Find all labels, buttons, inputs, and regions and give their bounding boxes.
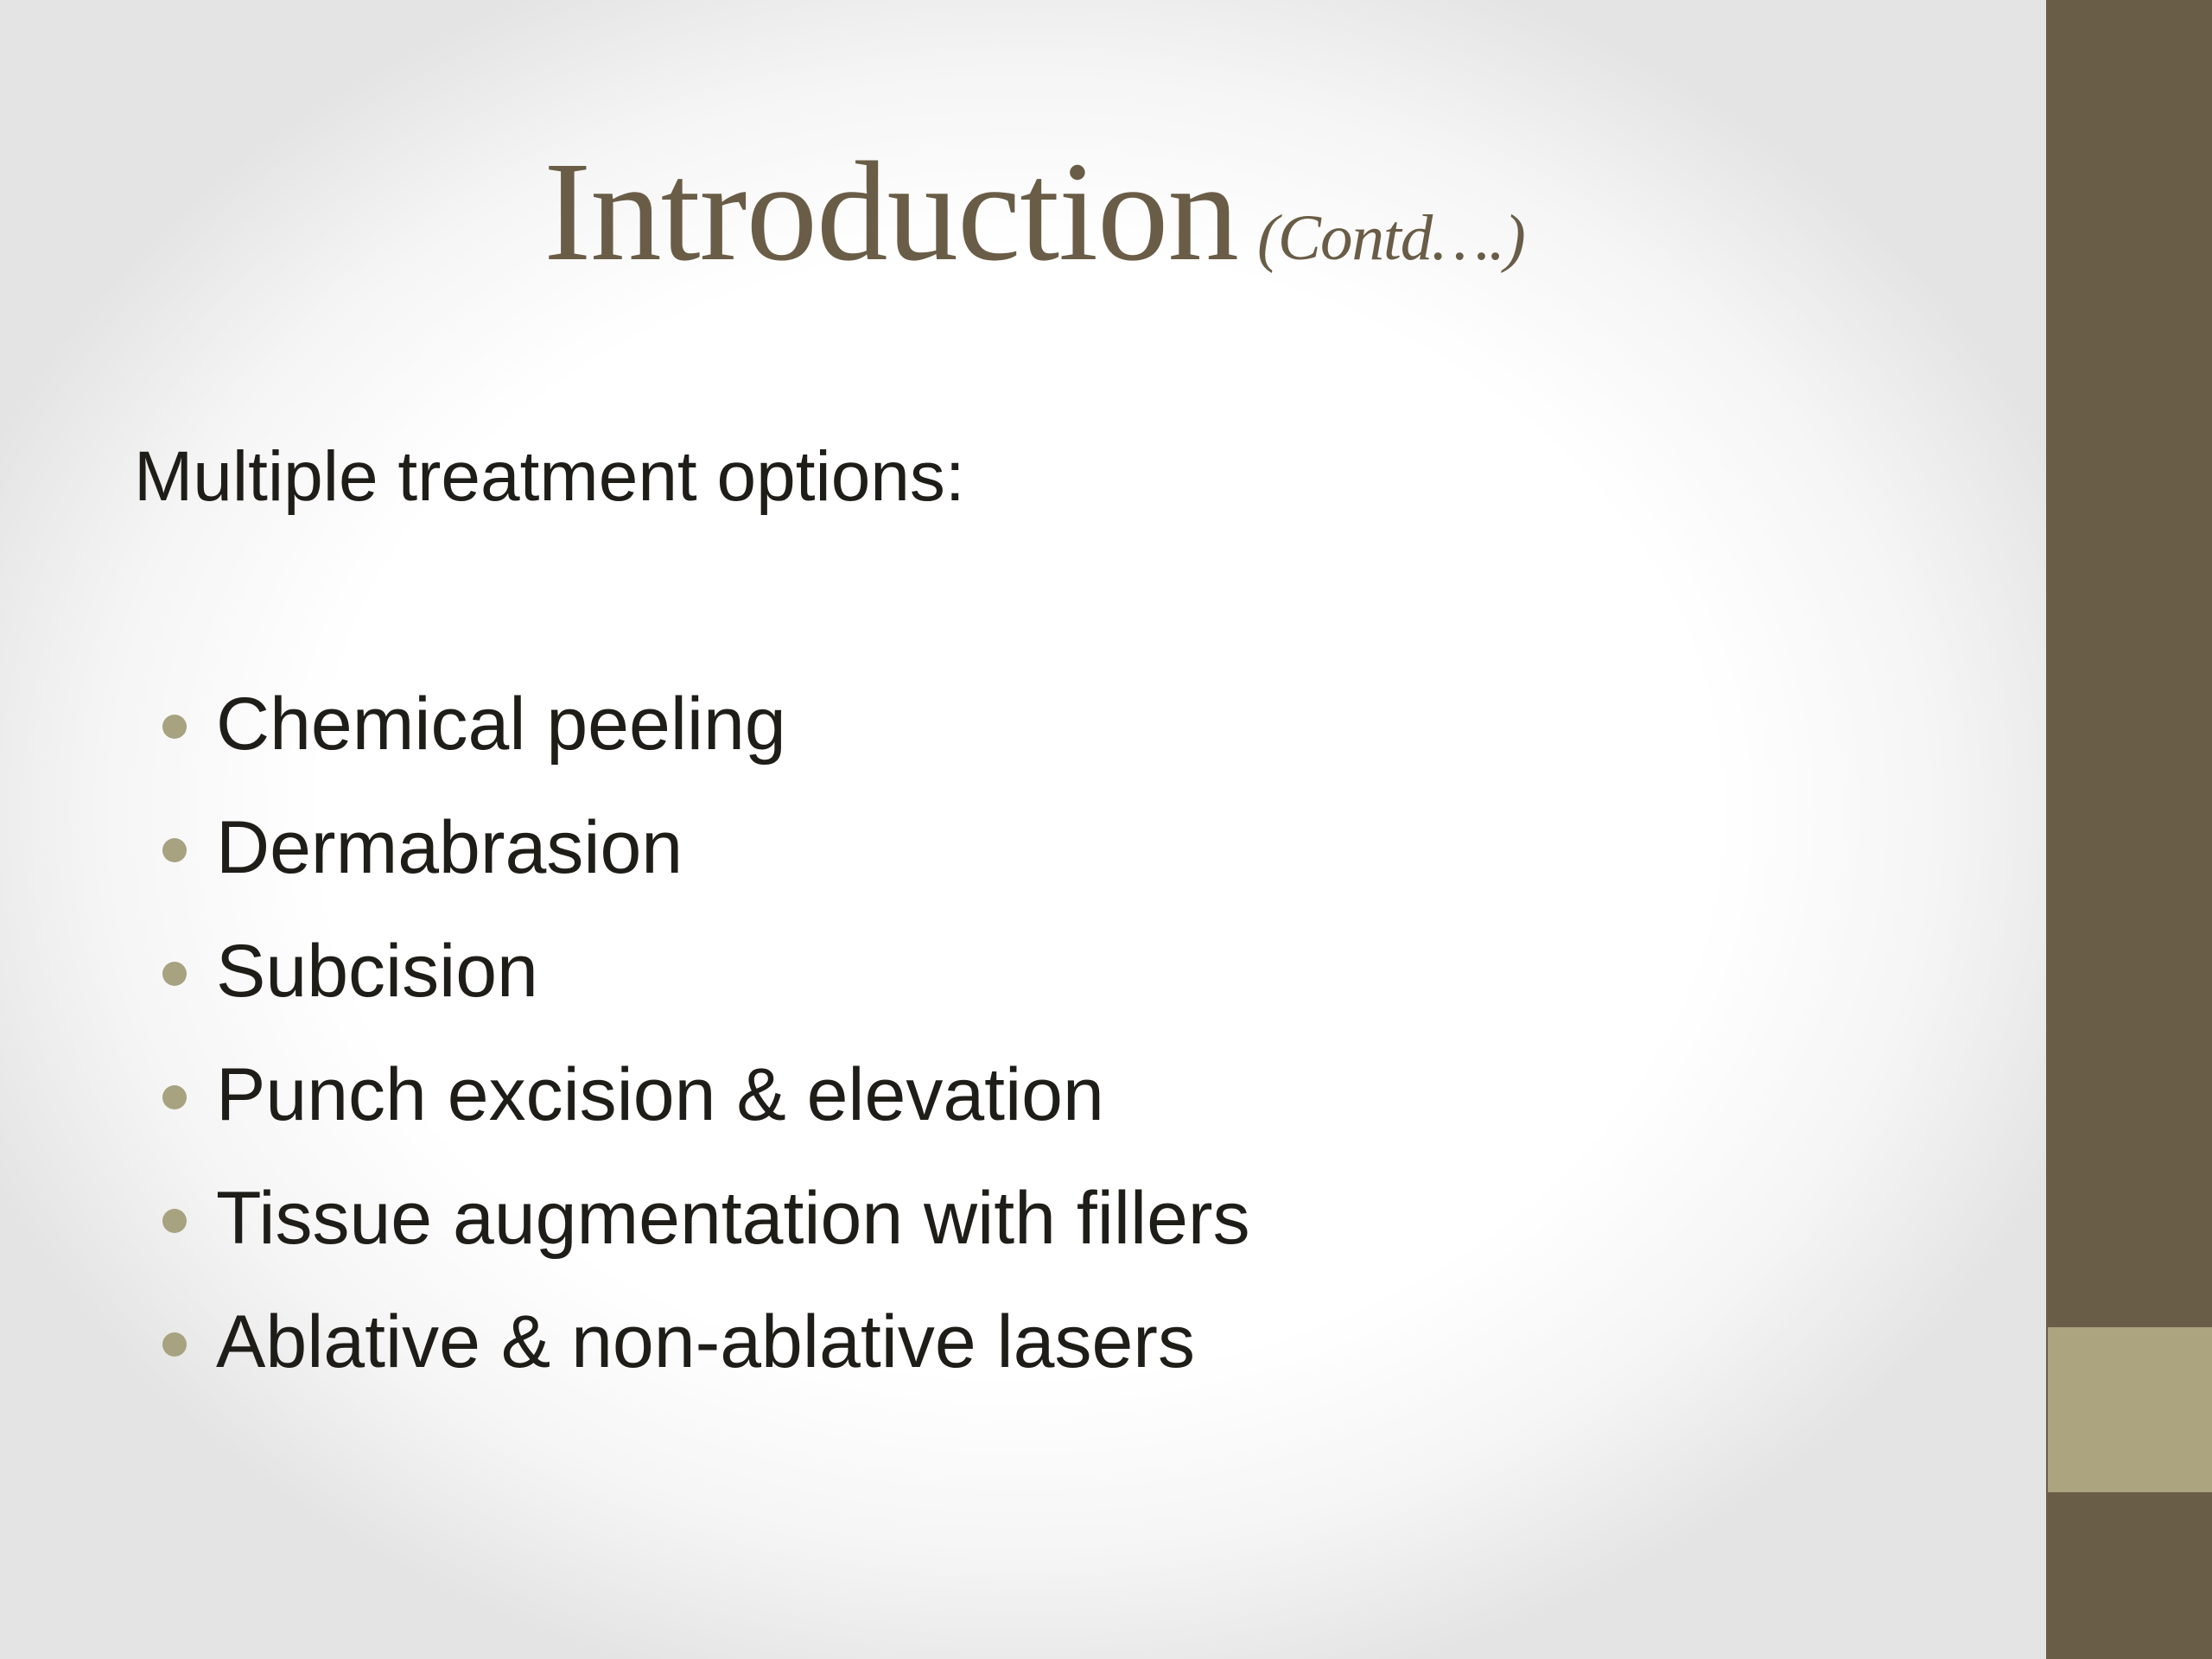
- bullet-dot-icon: [162, 1332, 187, 1357]
- intro-text: Multiple treatment options:: [134, 437, 965, 516]
- bullet-dot-icon: [162, 1085, 187, 1109]
- bullet-dot-icon: [162, 1209, 187, 1233]
- title-suffix: (Contd….): [1256, 202, 1525, 274]
- bullet-item: [0, 1053, 1555, 1181]
- title-main: Introduction: [543, 132, 1238, 290]
- side-bar-accent: [2048, 1327, 2212, 1492]
- bullet-item: [0, 1300, 1555, 1428]
- bullet-text: Dermabrasion: [216, 806, 683, 889]
- bullet-text: Tissue augmentation with fillers: [216, 1177, 1250, 1260]
- bullet-list: [0, 683, 1555, 1428]
- bullet-dot-icon: [162, 715, 187, 739]
- slide-title: [0, 130, 2069, 294]
- bullet-text: Ablative & non-ablative lasers: [216, 1300, 1195, 1383]
- bullet-dot-icon: [162, 838, 187, 862]
- bullet-dot-icon: [162, 962, 187, 986]
- bullet-item: [0, 930, 1555, 1058]
- bullet-item: [0, 683, 1555, 810]
- bullet-item: [0, 806, 1555, 934]
- bullet-item: [0, 1177, 1555, 1305]
- bullet-text: Subcision: [216, 930, 538, 1013]
- bullet-text: Chemical peeling: [216, 683, 786, 766]
- bullet-text: Punch excision & elevation: [216, 1053, 1104, 1136]
